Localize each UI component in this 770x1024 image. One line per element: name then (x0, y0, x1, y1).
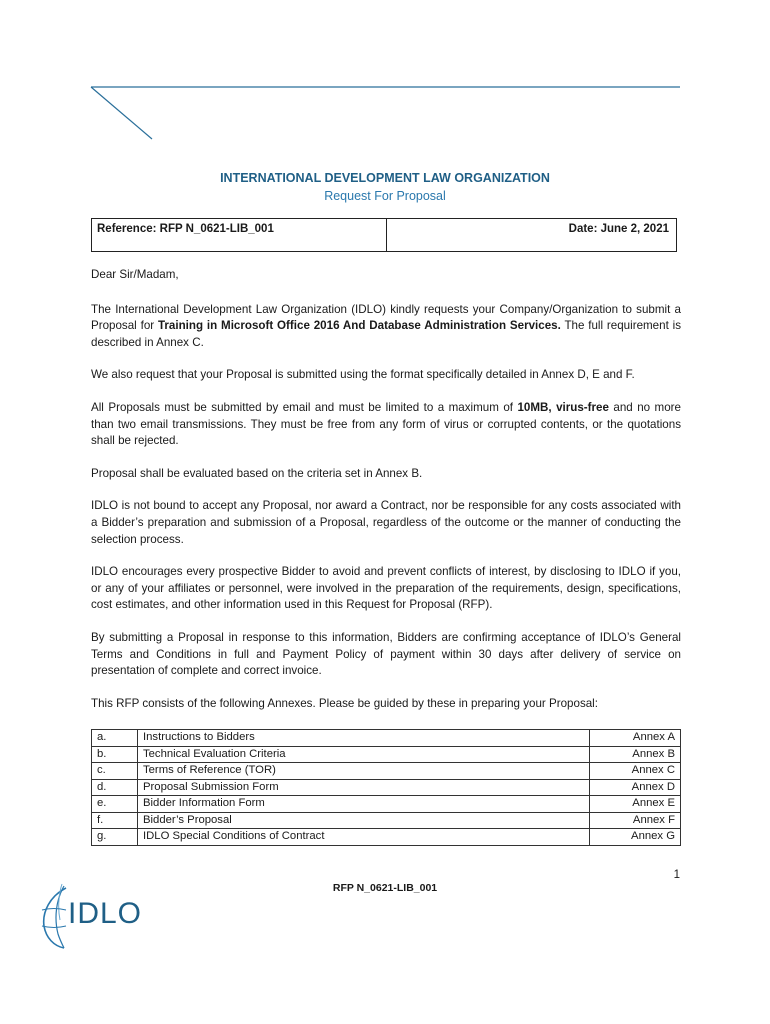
paragraph-annexes-intro: This RFP consists of the following Annexes. Please be guided by these in preparing your Proposal: (91, 696, 598, 710)
annex-letter: e. (92, 796, 138, 813)
header-decoration-lines (0, 0, 770, 150)
annex-label: Annex C (590, 763, 681, 780)
annex-table (91, 729, 681, 846)
table-row (92, 779, 681, 796)
table-row (92, 812, 681, 829)
annex-title: IDLO Special Conditions of Contract (138, 829, 590, 846)
annex-title: Terms of Reference (TOR) (138, 763, 590, 780)
paragraph-request-text: The International Development Law Organization (IDLO) kindly requests your Company/Organization to submit a Proposal for (91, 302, 681, 333)
table-row (92, 730, 681, 747)
annex-letter: d. (92, 779, 138, 796)
organization-title: INTERNATIONAL DEVELOPMENT LAW ORGANIZATION (220, 171, 550, 185)
paragraph-email (91, 400, 681, 450)
paragraph-request (91, 302, 681, 352)
annex-label: Annex D (590, 779, 681, 796)
page-number: 1 (673, 869, 680, 881)
table-row (92, 796, 681, 813)
table-row (92, 763, 681, 780)
annex-letter: f. (92, 812, 138, 829)
annex-title: Technical Evaluation Criteria (138, 746, 590, 763)
paragraph-email-text: All Proposals must be submitted by email and must be limited to a maximum of (91, 400, 518, 414)
document-subtitle: Request For Proposal (324, 189, 446, 203)
paragraph-conflicts: IDLO encourages every prospective Bidder to avoid and prevent conflicts of interest, by disclosing to IDLO if you, or any of your affiliates or personnel, were involved in the preparation of the requirements, design, specifications, cost estimates, and other information used in this Request for Proposal (RFP). (91, 565, 681, 612)
letter-body (91, 267, 681, 728)
annex-letter: c. (92, 763, 138, 780)
paragraph-email-text-end: and no more than two email transmissions. They must be free from any form of virus or corrupted contents, or the quotations shall be rejected. (91, 400, 681, 448)
annex-letter: g. (92, 829, 138, 846)
annex-letter: b. (92, 746, 138, 763)
annex-label: Annex A (590, 730, 681, 747)
paragraph-request-text-end: The full requirement is described in Annex C. (91, 319, 681, 349)
header-diagonal-rule (91, 87, 152, 139)
annex-title: Bidder’s Proposal (138, 812, 590, 829)
reference-box (91, 218, 677, 252)
paragraph-email-bold: 10MB, virus-free (517, 400, 609, 414)
paragraph-format: We also request that your Proposal is submitted using the format specifically detailed in Annex D, E and F. (91, 368, 635, 382)
reference-number: Reference: RFP N_0621-LIB_001 (92, 219, 387, 251)
annex-label: Annex B (590, 746, 681, 763)
paragraph-not-bound: IDLO is not bound to accept any Proposal, nor award a Contract, nor be responsible for any costs associated with a Bidder’s preparation and submission of a Proposal, regardless of the outcome or the manner of conducting the selection process. (91, 499, 681, 546)
paragraph-request-bold: Training in Microsoft Office 2016 And Database Administration Services. (157, 319, 561, 333)
annex-title: Bidder Information Form (138, 796, 590, 813)
table-row (92, 829, 681, 846)
reference-date: Date: June 2, 2021 (568, 223, 669, 235)
annex-label: Annex E (590, 796, 681, 813)
annex-label: Annex G (590, 829, 681, 846)
annex-letter: a. (92, 730, 138, 747)
salutation: Dear Sir/Madam, (91, 268, 179, 281)
paragraph-terms: By submitting a Proposal in response to this information, Bidders are confirming acceptance of IDLO’s General Terms and Conditions in full and Payment Policy of payment within 30 days after delivery of service on presentation of complete and correct invoice. (91, 630, 681, 678)
table-row (92, 746, 681, 763)
footer-reference: RFP N_0621-LIB_001 (332, 882, 438, 894)
annex-title: Proposal Submission Form (138, 779, 590, 796)
logo-wordmark: IDLO (68, 897, 143, 930)
annex-title: Instructions to Bidders (138, 730, 590, 747)
paragraph-evaluation: Proposal shall be evaluated based on the criteria set in Annex B. (91, 466, 423, 480)
annex-label: Annex F (590, 812, 681, 829)
